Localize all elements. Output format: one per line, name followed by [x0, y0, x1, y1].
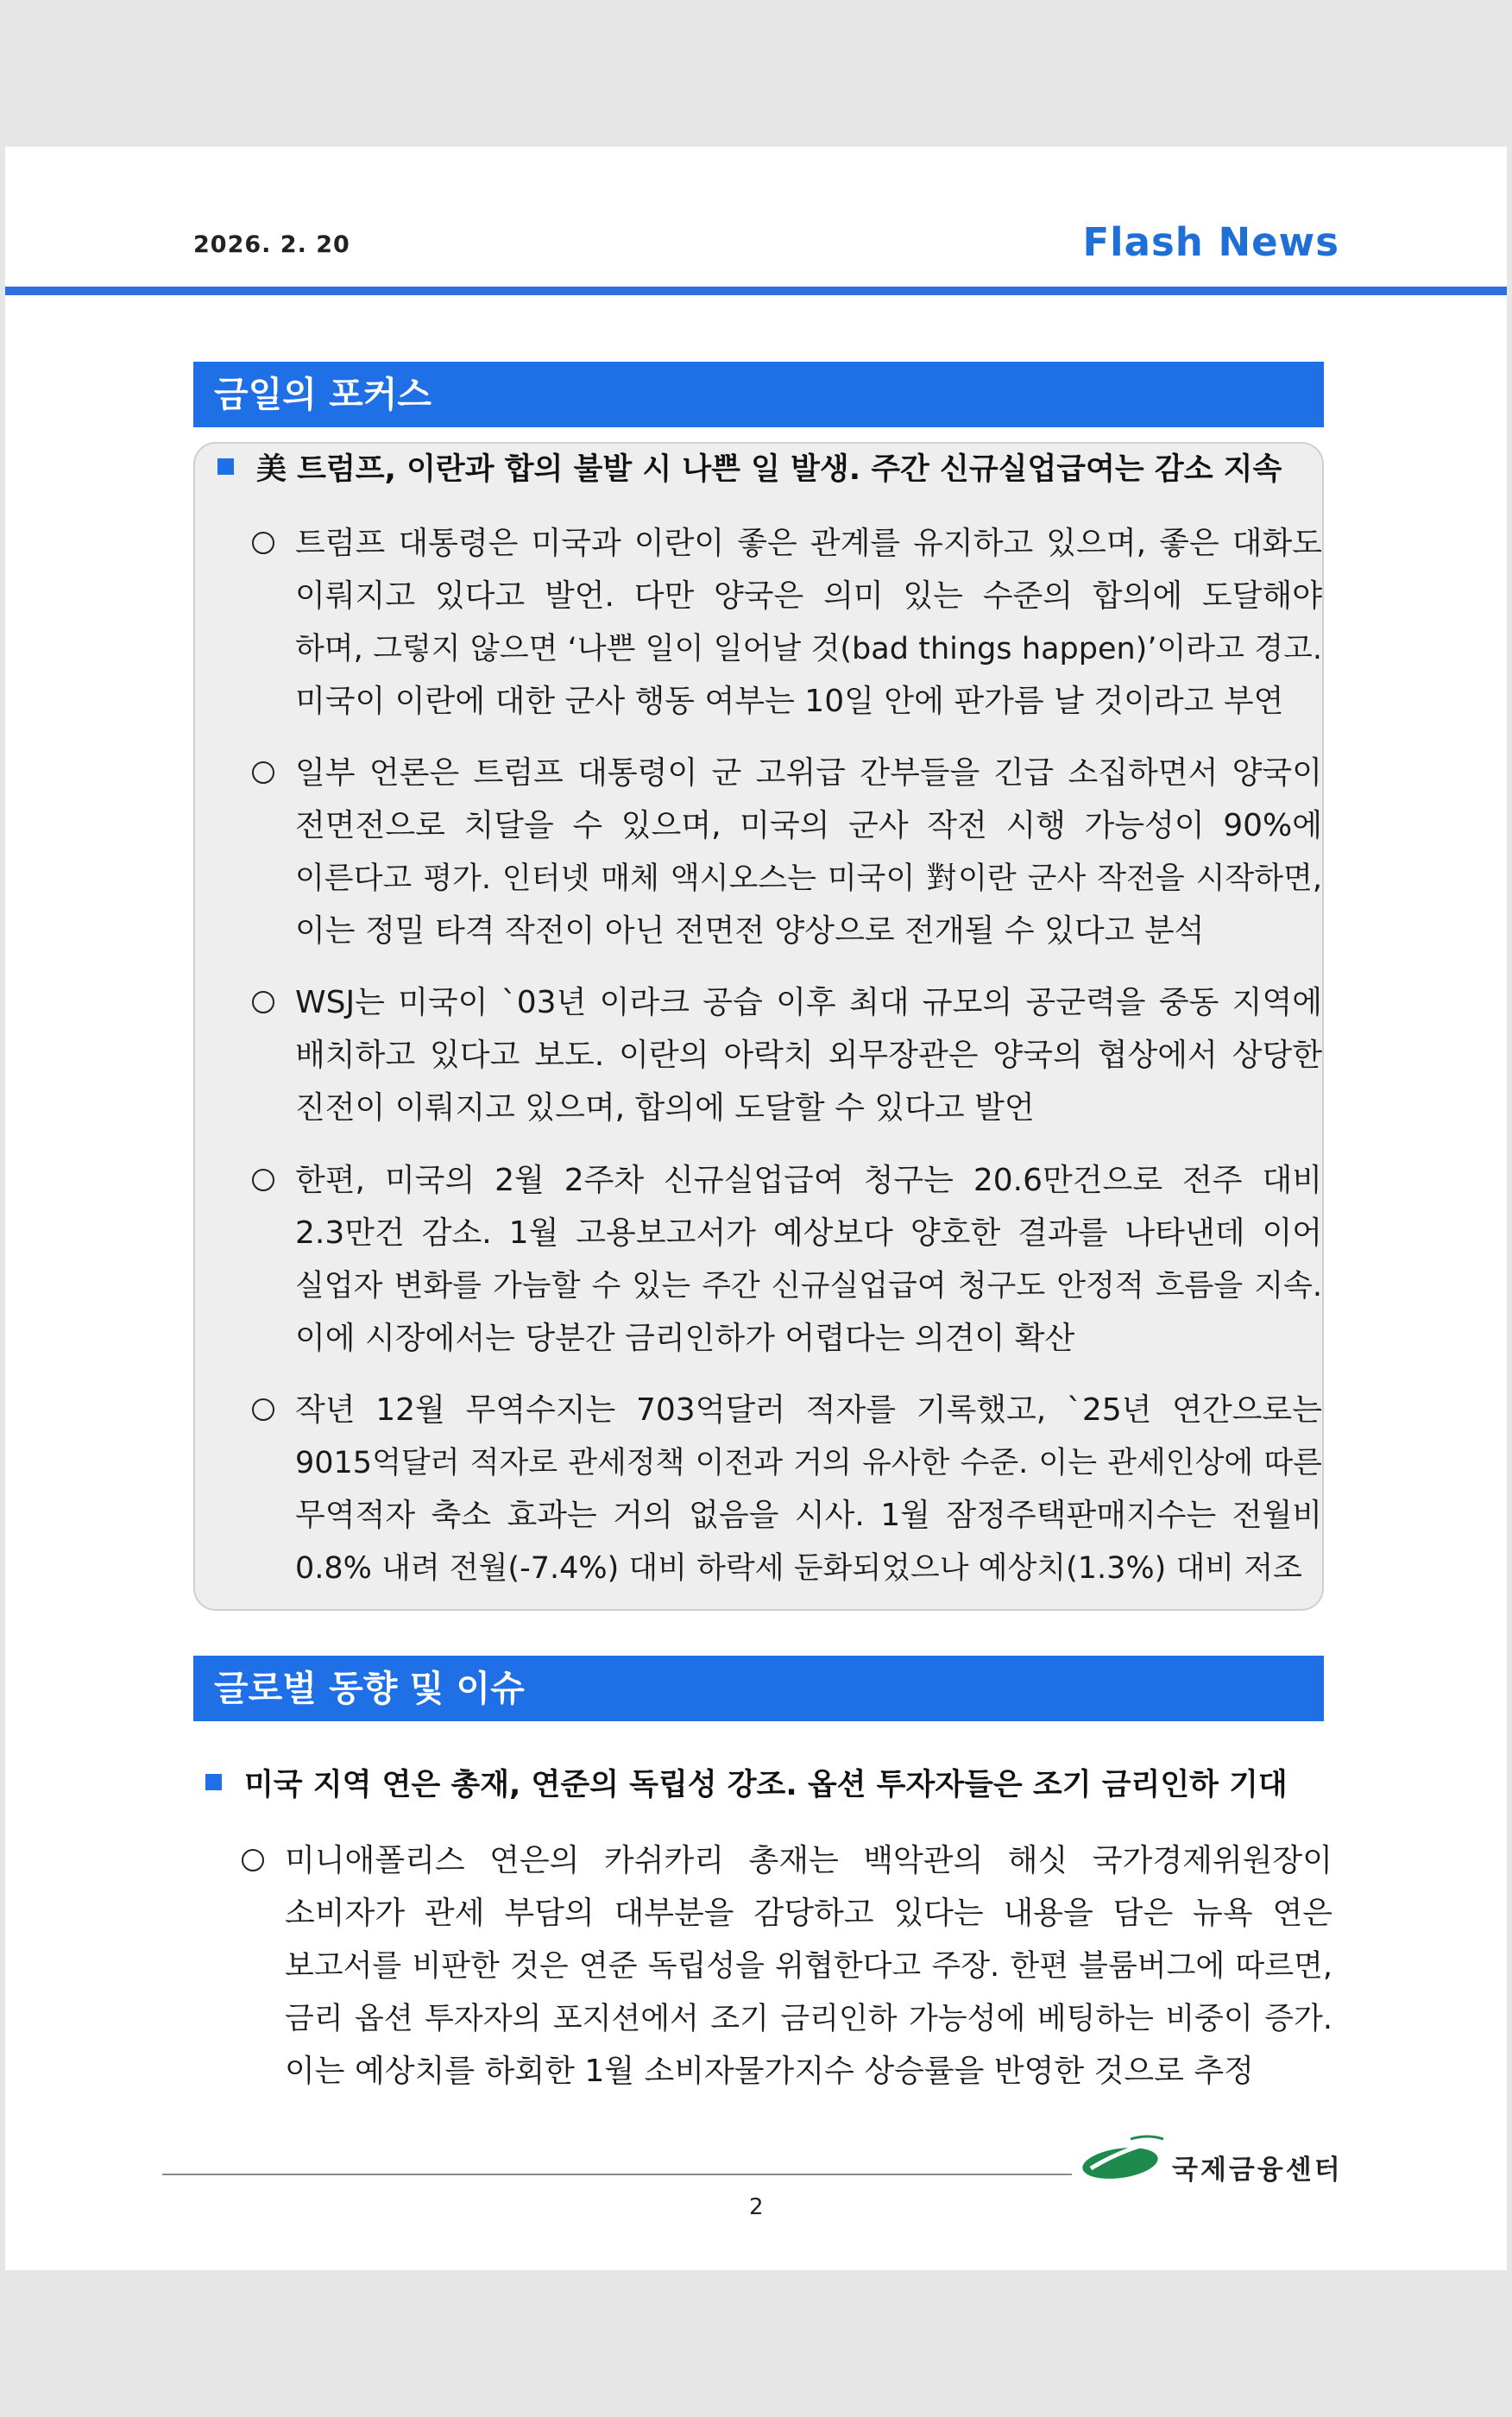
- bullet-line: 무역적자 축소 효과는 거의 없음을 시사. 1월 잠정주택판매지수는 전월비: [295, 1498, 1322, 1533]
- circle-bullet-icon: [252, 1398, 274, 1421]
- kcif-logo-icon: [1079, 2134, 1165, 2182]
- bullet-line: 미국이 이란에 대한 군사 행동 여부는 10일 안에 판가름 날 것이라고 부연: [295, 684, 1284, 719]
- bullet-line: 이뤄지고 있다고 발언. 다만 양국은 의미 있는 수준의 합의에 도달해야: [295, 578, 1322, 614]
- page-number: 2: [749, 2194, 764, 2220]
- brand-title: Flash News: [1082, 219, 1339, 265]
- bullet-line: 금리 옵션 투자자의 포지션에서 조기 금리인하 가능성에 베팅하는 비중이 증가.: [285, 2002, 1332, 2036]
- global-headline-text: 미국 지역 연은 총재, 연준의 독립성 강조. 옵션 투자자들은 조기 금리인하 기대: [244, 1768, 1288, 1802]
- bullet-line: 이에 시장에서는 당분간 금리인하가 어렵다는 의견이 확산: [295, 1321, 1075, 1356]
- bullet-line: 이른다고 평가. 인터넷 매체 액시오스는 미국이 對이란 군사 작전을 시작하면,: [295, 861, 1322, 896]
- bullet-line: 배치하고 있다고 보도. 이란의 아락치 외무장관은 양국의 협상에서 상당한: [295, 1038, 1322, 1073]
- focus-headline: [217, 445, 1282, 489]
- bullet-line: 이는 정밀 타격 작전이 아닌 전면전 양상으로 전개될 수 있다고 분석: [295, 913, 1205, 949]
- square-bullet-icon: [217, 458, 234, 475]
- footer-rule: [162, 2174, 1072, 2175]
- bullet-line: 진전이 이뤄지고 있으며, 합의에 도달할 수 있다고 발언: [295, 1090, 1035, 1126]
- bullet-line: 한편, 미국의 2월 2주차 신규실업급여 청구는 20.6만건으로 전주 대비: [295, 1163, 1322, 1198]
- bullet-line: 트럼프 대통령은 미국과 이란이 좋은 관계를 유지하고 있으며, 좋은 대화도: [295, 526, 1322, 561]
- bullet-line: 2.3만건 감소. 1월 고용보고서가 예상보다 양호한 결과를 나타낸데 이어: [295, 1215, 1322, 1251]
- header-rule: [5, 287, 1507, 295]
- bullet-line: 하며, 그렇지 않으면 ‘나쁜 일이 일어날 것(bad things happen)’이라고 경고.: [295, 632, 1322, 666]
- section-bar-focus: 금일의 포커스: [193, 362, 1324, 427]
- report-date: 2026. 2. 20: [193, 231, 350, 258]
- circle-bullet-icon: [252, 991, 274, 1013]
- circle-bullet-icon: [252, 1169, 274, 1191]
- bullet-line: 0.8% 내려 전월(-7.4%) 대비 하락세 둔화되었으나 예상치(1.3%) 대비 저조: [295, 1551, 1302, 1586]
- bullet-line: 소비자가 관세 부담의 대부분을 감당하고 있다는 내용을 담은 뉴욕 연은: [285, 1896, 1332, 1931]
- focus-headline-text: 美 트럼프, 이란과 합의 불발 시 나쁜 일 발생. 주간 신규실업급여는 감소 지속: [256, 452, 1282, 487]
- circle-bullet-icon: [252, 532, 274, 554]
- document-page: [5, 147, 1507, 2270]
- bullet-line: 보고서를 비판한 것은 연준 독립성을 위협한다고 주장. 한편 블룸버그에 따르면,: [285, 1949, 1332, 1984]
- bullet-line: 전면전으로 치달을 수 있으며, 미국의 군사 작전 시행 가능성이 90%에: [295, 808, 1322, 843]
- logo-text: 국제금융센터: [1172, 2155, 1343, 2186]
- bullet-line: 작년 12월 무역수지는 703억달러 적자를 기록했고, `25년 연간으로는: [295, 1392, 1322, 1428]
- circle-bullet-icon: [252, 761, 274, 784]
- bullet-line: 일부 언론은 트럼프 대통령이 군 고위급 간부들을 긴급 소집하면서 양국이: [295, 755, 1322, 791]
- bullet-line: 이는 예상치를 하회한 1월 소비자물가지수 상승률을 반영한 것으로 추정: [285, 2054, 1254, 2089]
- global-headline: [205, 1761, 1288, 1804]
- bullet-line: 9015억달러 적자로 관세정책 이전과 거의 유사한 수준. 이는 관세인상에 따른: [295, 1446, 1322, 1480]
- bullet-line: 미니애폴리스 연은의 카쉬카리 총재는 백악관의 해싯 국가경제위원장이: [285, 1843, 1332, 1878]
- bullet-line: 실업자 변화를 가늠할 수 있는 주간 신규실업급여 청구도 안정적 흐름을 지속.: [295, 1269, 1322, 1303]
- circle-bullet-icon: [242, 1849, 264, 1871]
- square-bullet-icon: [205, 1774, 222, 1790]
- section-bar-global: 글로벌 동향 및 이슈: [193, 1656, 1324, 1721]
- bullet-line: WSJ는 미국이 `03년 이라크 공습 이후 최대 규모의 공군력을 중동 지역에: [295, 985, 1322, 1020]
